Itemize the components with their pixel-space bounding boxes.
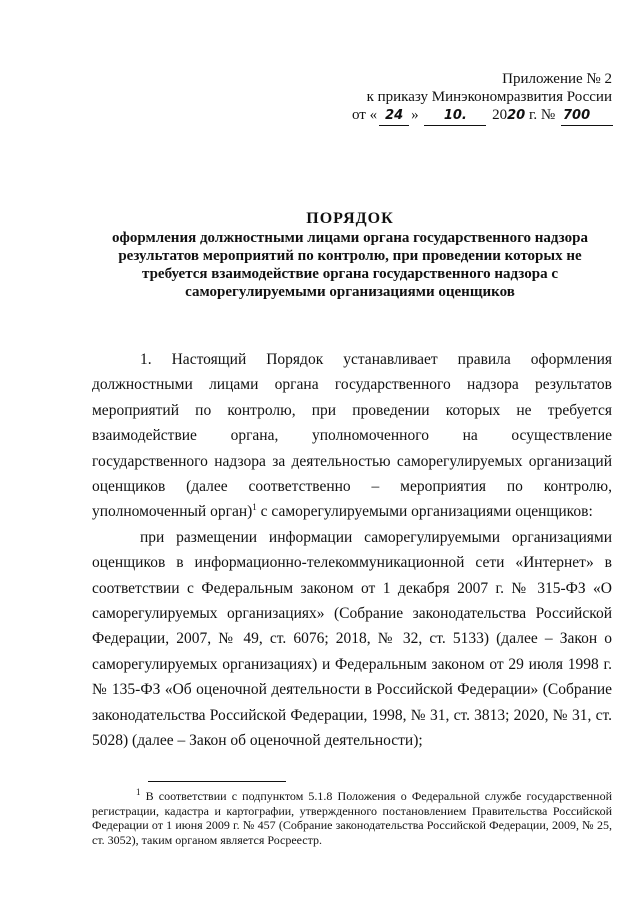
appendix-date-line bbox=[352, 106, 612, 126]
appendix-header bbox=[352, 70, 612, 126]
handwritten-month: 10. bbox=[424, 107, 486, 126]
footnote-ref: 1 bbox=[252, 502, 257, 513]
year-label: г. № bbox=[528, 107, 556, 123]
footnote bbox=[92, 789, 612, 847]
paragraph-2: при размещении информации саморегулируемыми организациями оценщиков в информационно-телекоммуникационной сети «Интернет» в соответствии с Федеральным законом от 1 декабря 2007 г. № 315-ФЗ «О саморегулируемых организациях» (Собрание законодательства Российской Федерации, 2007, № 49, ст. 6076; 2018, № 32, ст. 5133) (далее – Закон о саморегулируемых организациях) и Федеральным законом от 29 июля 1998 г. № 135-ФЗ «Об оценочной деятельности в Российской Федерации» (Собрание законодательства Российской Федерации, 1998, № 31, ст. 3813; 2020, № 31, ст. 5028) (далее – Закон об оценочной деятельности); bbox=[92, 528, 612, 750]
document-body bbox=[92, 347, 612, 754]
title-heading: ПОРЯДОК bbox=[306, 210, 394, 227]
footnote-marker: 1 bbox=[136, 787, 141, 797]
footnote-text: В соответствии с подпунктом 5.1.8 Положения о Федеральной службе государственной регистрации, кадастра и картографии, утвержденного постановлением Правительства Российской Федерации от 1 июня 2009 г. № 457 (Собрание законодательства Российской Федерации, 2009, № 25, ст. 3052), таким органом является Росреестр. bbox=[92, 789, 612, 847]
paragraph-1 bbox=[92, 347, 612, 525]
paragraph-1-text: 1. Настоящий Порядок устанавливает правила оформления должностными лицами органа государственного надзора результатов мероприятий по контролю, при проведении которых не требуется взаимодействие органа, уполномоченного на осуществление государственного надзора за деятельностью саморегулируемых организаций оценщиков (далее соответственно – мероприятия по контролю, уполномоченный орган) bbox=[92, 351, 612, 521]
footnote-divider bbox=[148, 781, 286, 782]
handwritten-day: 24 bbox=[379, 107, 409, 126]
date-prefix: от « bbox=[352, 107, 378, 123]
year-prefix: 20 bbox=[492, 107, 508, 123]
document-title bbox=[90, 210, 610, 301]
paragraph-1-tail: с саморегулируемыми организациями оценщиков: bbox=[256, 503, 593, 521]
title-subtitle: оформления должностными лицами органа государственного надзора результатов мероприятий по контролю, при проведении которых не требуется взаимодействие органа государственного надзора с саморегулируемыми организациями оценщиков bbox=[112, 230, 588, 300]
appendix-number: Приложение № 2 bbox=[502, 71, 612, 87]
date-separator: » bbox=[411, 107, 419, 123]
appendix-order-ref: к приказу Минэкономразвития России bbox=[366, 89, 612, 105]
handwritten-year: 20 bbox=[507, 108, 526, 123]
handwritten-order-number: 700 bbox=[561, 107, 613, 126]
